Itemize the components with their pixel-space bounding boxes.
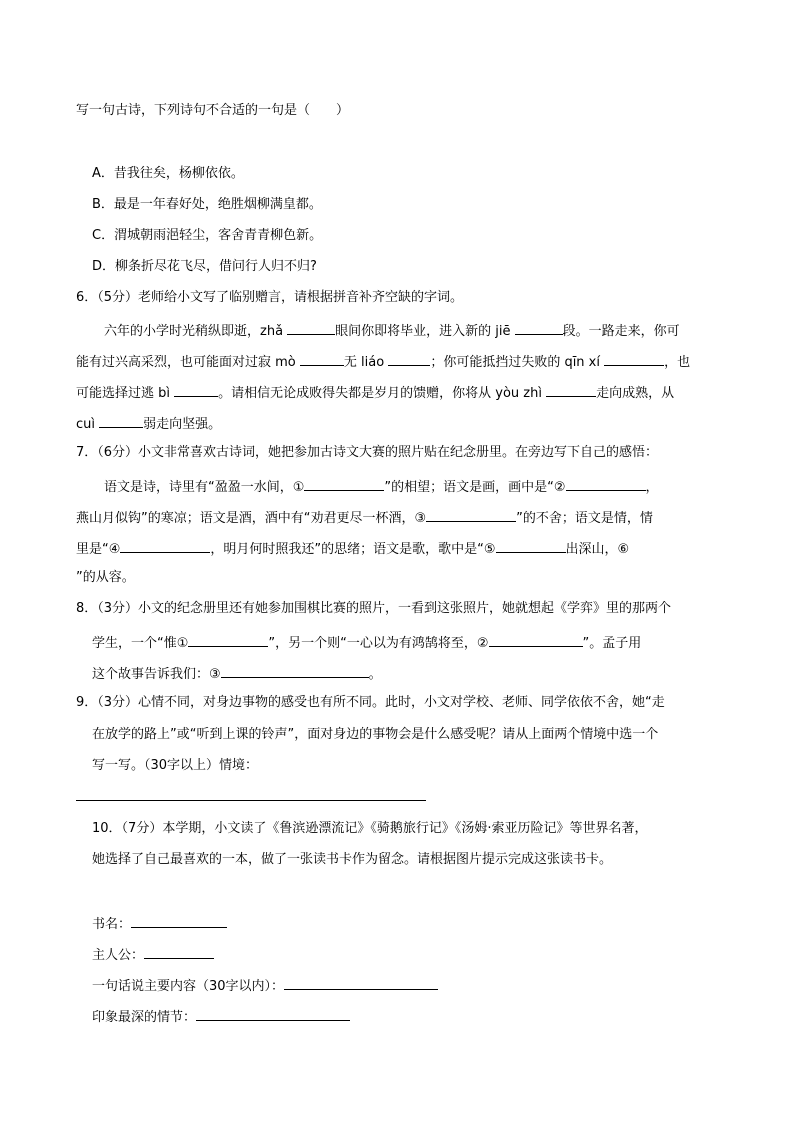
answer-blank[interactable]: [489, 632, 583, 647]
q10-line-2: 她选择了自己最喜欢的一本，做了一张读书卡作为留念。请根据图片提示完成这张读书卡。: [92, 852, 613, 867]
plot-field[interactable]: [196, 1006, 350, 1021]
card-summary-label: 一句话说主要内容（30字以内）：: [92, 979, 285, 994]
q9-line-3: 写一写。（30字以上）情境：: [92, 758, 259, 773]
answer-blank[interactable]: [221, 663, 369, 678]
card-book-label: 书名：: [92, 917, 132, 932]
answer-blank[interactable]: [287, 320, 335, 335]
card-summary-row: [92, 975, 438, 996]
answer-blank[interactable]: [515, 320, 563, 335]
q6-line-2: 能有过兴高采烈，也可能面对过寂 mò 无 liáo ；你可能抵挡过失败的 qīn xí ，也: [76, 351, 690, 372]
card-book-row: [92, 913, 227, 934]
q5-option-c: C．渭城朝雨浥轻尘，客舍青青柳色新。: [92, 228, 323, 243]
answer-blank[interactable]: [546, 382, 596, 397]
card-plot-row: [92, 1006, 350, 1027]
q9-line-2: 在放学的路上”或“听到上课的铃声”，面对身边的事物会是什么感受呢？请从上面两个情境中选一个: [92, 727, 659, 742]
q7-title: 7．（6分）小文非常喜欢古诗词，她把参加古诗文大赛的照片贴在纪念册里。在旁边写下自己的感悟：: [76, 445, 659, 460]
card-plot-label: 印象最深的情节：: [92, 1010, 197, 1025]
q9-line-1: 9．（3分）心情不同，对身边事物的感受也有所不同。此时，小文对学校、老师、同学依依不舍，她“走: [76, 695, 665, 710]
q7-line-2: 燕山月似钩”的寒凉；语文是酒，酒中有“劝君更尽一杯酒，③ ”的不舍；语文是情，情: [76, 507, 653, 528]
q6-line-4: cuì 弱走向坚强。: [76, 413, 221, 434]
protagonist-field[interactable]: [144, 944, 214, 959]
answer-blank[interactable]: [174, 382, 218, 397]
answer-blank[interactable]: [496, 538, 566, 553]
summary-field[interactable]: [284, 975, 438, 990]
answer-blank[interactable]: [566, 476, 646, 491]
q7-line-1: 语文是诗，诗里有“盈盈一水间，① ”的相望；语文是画，画中是“② ，: [104, 476, 659, 497]
card-hero-row: [92, 944, 214, 965]
q7-line-4: ”的从容。: [76, 570, 135, 585]
q9-answer-line[interactable]: [76, 800, 426, 801]
answer-blank[interactable]: [388, 351, 430, 366]
q6-title: 6．（5分）老师给小文写了临别赠言，请根据拼音补齐空缺的字词。: [76, 290, 464, 305]
answer-blank[interactable]: [99, 413, 143, 428]
q5-option-b: B．最是一年春好处，绝胜烟柳满皇都。: [92, 197, 322, 212]
q8-line-1: 8．（3分）小文的纪念册里还有她参加围棋比赛的照片，一看到这张照片，她就想起《学弈》里的那两个: [76, 601, 672, 616]
q5-option-d: D．柳条折尽花飞尽，借问行人归不归?: [92, 259, 317, 274]
q6-line-1: 六年的小学时光稍纵即逝，zhǎ 眼间你即将毕业，进入新的 jiē 段。一路走来，你可: [104, 320, 680, 341]
q8-line-3: 这个故事告诉我们：③ 。: [92, 663, 382, 684]
q5-stem: 写一句古诗，下列诗句不合适的一句是（ ）: [76, 103, 350, 118]
card-hero-label: 主人公：: [92, 948, 145, 963]
answer-blank[interactable]: [300, 351, 344, 366]
q10-line-1: 10．（7分）本学期，小文读了《鲁滨逊漂流记》《骑鹅旅行记》《汤姆·索亚历险记》等世界名著，: [92, 821, 648, 836]
answer-blank[interactable]: [604, 351, 664, 366]
q6-line-3: 可能选择过逃 bì 。请相信无论成败得失都是岁月的馈赠，你将从 yòu zhì 走向成熟，从: [76, 382, 674, 403]
answer-blank[interactable]: [120, 538, 210, 553]
book-title-field[interactable]: [131, 913, 227, 928]
q5-option-a: A．昔我往矣，杨柳依依。: [92, 166, 244, 181]
answer-blank[interactable]: [188, 632, 268, 647]
q8-line-2: 学生，一个“惟① ”，另一个则“一心以为有鸿鹄将至，② ”。孟子用: [92, 632, 641, 653]
q7-line-3: 里是“④ ，明月何时照我还”的思绪；语文是歌，歌中是“⑤ 出深山，⑥: [76, 538, 629, 559]
answer-blank[interactable]: [426, 507, 516, 522]
answer-blank[interactable]: [304, 476, 384, 491]
